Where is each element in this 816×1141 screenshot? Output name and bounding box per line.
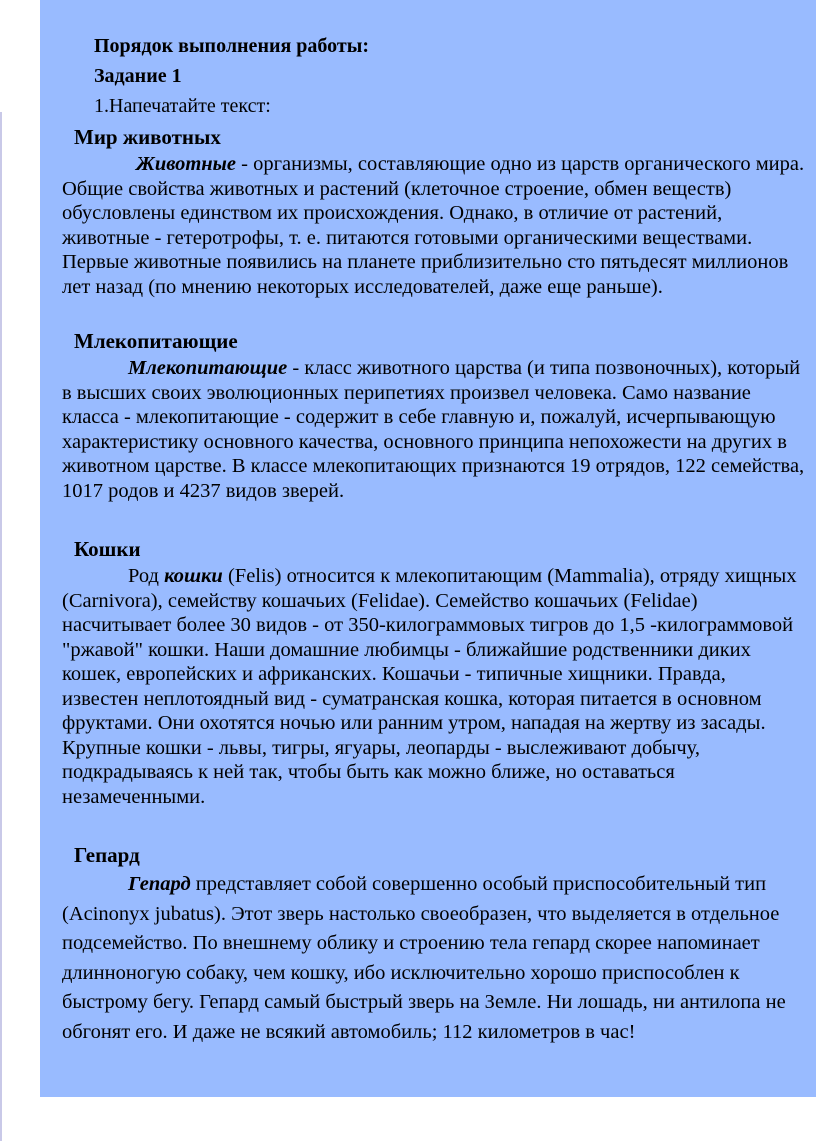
task-heading: Задание 1: [94, 65, 182, 87]
section-title-cheetah: Гепард: [74, 843, 140, 867]
lead-term: Гепард: [128, 873, 191, 895]
section-title-mammals: Млекопитающие: [74, 329, 238, 353]
paragraph-text: - организмы, составляющие одно из царств органического мира. Общие свойства животных и растений (клеточное строение, обмен веществ) обусловлены единством их происхождения. Однако, в отличие от растений, животные - гетеротрофы, т. е. питаются готовыми органическими веществами. Первые животные появились на планете приблизительно сто пятьдесят миллионов лет назад (по мнению некоторых исследователей, даже еще раньше).: [62, 153, 805, 298]
paragraph-text: - класс животного царства (и типа позвоночных), который в высших своих эволюционных перипетиях произвел человека. Само название класса - млекопитающие - содержит в себе главную и, пожалуй, исчерпывающую характеристику основного качества, основного принципа непохожести на других в животном царстве. В классе млекопитающих признаются 19 отрядов, 122 семейства, 1017 родов и 4237 видов зверей.: [62, 357, 805, 502]
section-title-animals: Мир животных: [74, 125, 221, 149]
lead-term: Животные: [136, 153, 237, 175]
instruction-text: 1.Напечатайте текст:: [94, 95, 271, 117]
content-panel: [40, 0, 816, 1097]
left-margin-rule: [0, 112, 2, 1141]
paragraph-text: представляет собой совершенно особый приспособительный тип (Acinonyx jubatus). Этот зверь настолько своеобразен, что выделяется в отдельное подсемейство. По внешнему облику и строению тела гепард скорее напоминает длинноногую собаку, чем кошку, ибо исключительно хорошо приспособлен к быстрому бегу. Гепард самый быстрый зверь на Земле. Ни лошадь, ни антилопа не обгонят его. И даже не всякий автомобиль; 112 километров в час!: [62, 873, 786, 1043]
section-body-cats: [62, 564, 807, 809]
paragraph-text: (Felis) относится к млекопитающим (Mammalia), отряду хищных (Carnivora), семейству кошачьих (Felidae). Семейство кошачьих (Felidae) насчитывает более 30 видов - от 350-килограммовых тигров до 1,5 -килограммовой "ржавой" кошки. Наши домашние любимцы - ближайшие родственники диких кошек, европейских и африканских. Кошачьи - типичные хищники. Правда, известен неплотоядный вид - суматранская кошка, которая питается в основном фруктами. Они охотятся ночью или ранним утром, нападая на жертву из засады. Крупные кошки - львы, тигры, ягуары, леопарды - выслеживают добычу, подкрадываясь к ней так, чтобы быть как можно ближе, но оставаться незамеченными.: [62, 565, 797, 808]
section-body-animals: [62, 152, 807, 299]
section-body-cheetah: [62, 870, 807, 1047]
lead-term: кошки: [164, 565, 223, 587]
lead-term: Млекопитающие: [128, 357, 288, 379]
section-title-cats: Кошки: [74, 537, 141, 561]
section-body-mammals: [62, 356, 807, 503]
procedure-heading: Порядок выполнения работы:: [94, 35, 369, 57]
lead-prefix: Род: [128, 565, 165, 587]
